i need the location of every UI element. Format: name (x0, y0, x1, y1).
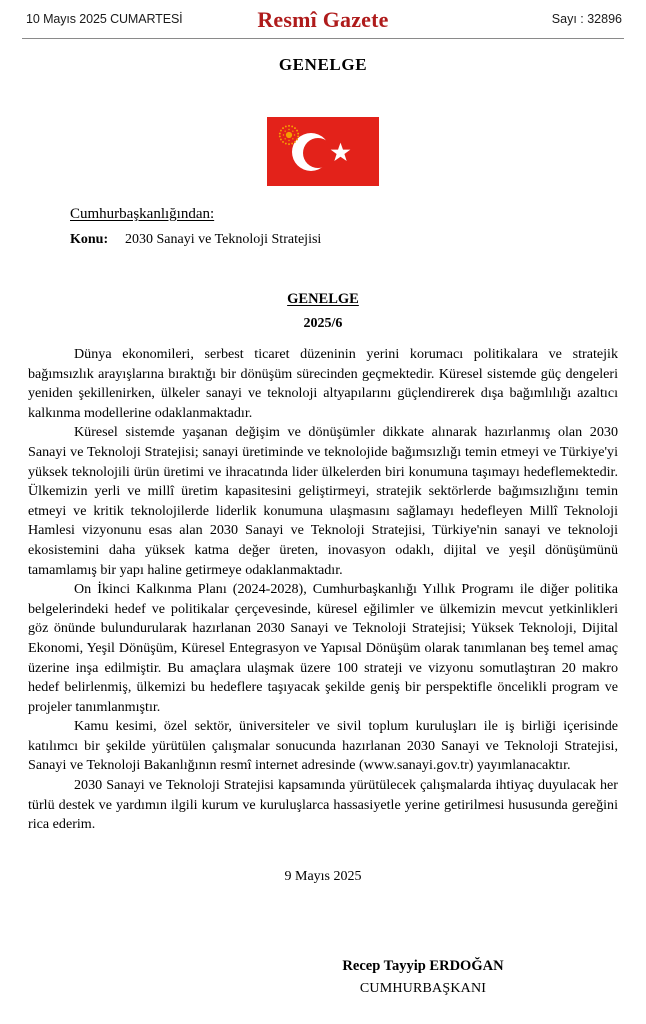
body-paragraph: Kamu kesimi, özel sektör, üniversiteler ve sivil toplum kuruluşları ile iş birliği içerisinde katılımcı bir şekilde yürütülen çalışmalar sonucunda hazırlanan 2030 Sanayi ve Teknoloji Stratejisi, Sanayi ve Teknoloji Bakanlığının resmî internet adresinde (www.sanayi.gov.tr) yayımlanacaktır. (28, 718, 618, 774)
signatory-name: Recep Tayyip ERDOĞAN (342, 958, 504, 974)
masthead-divider (22, 38, 624, 39)
body-paragraph: On İkinci Kalkınma Planı (2024-2028), Cumhurbaşkanlığı Yıllık Programı ile diğer politika belgelerindeki hedef ve politikalar çerçevesinde, küresel eğilimler ve ülkemizin mevcut yetkinlikleri göz önünde bulundurularak hazırlanan 2030 Sanayi ve Teknoloji Stratejisi; Yüksek Teknoloji, Dijital Ekonomi, Yeşil Dönüşüm, Küresel Entegrasyon ve Yapısal Dönüşüm olarak tanımlanan beş temel amaç üzerine inşa edilmiştir. Bu amaçlara ulaşmak üzere 100 strateji ve vizyonu somutlaştıran 20 makro hedef belirlenmiş, ülkemizi bu hedeflere taşıyacak şekilde geniş bir perspektifle öncelikli program ve projeler tanımlanmıştır. (28, 581, 618, 715)
gazette-issue-number: Sayı : 32896 (551, 12, 622, 26)
masthead (0, 0, 646, 40)
document-body (28, 345, 618, 835)
body-paragraph: Küresel sistemde yaşanan değişim ve dönüşümler dikkate alınarak hazırlanmış olan 2030 Sanayi ve Teknoloji Stratejisi; sanayi üretiminde ve teknolojide bağımsızlığı temin etmeyi ve Türkiye'yi yüksek teknolojili ürün üretimi ve ihracatında lider ülkelerden biri konumuna taşımayı hedeflemektedir. Ülkemizin yerli ve millî üretim kapasitesini geliştirmeyi, stratejik sektörlerde bağımsızlığını temin etmeyi ve kritik teknolojilerde liderlik konumuna ulaşmasını sağlamayı hedefleyen Millî Teknoloji Hamlesi vizyonunu esas alan 2030 Sanayi ve Teknoloji Stratejisi, Türkiye'nin sanayi ve teknoloji ekosistemini daha yüksek katma değer üreten, inovasyon odaklı, dijital ve yeşil dönüşümünü tamamlamış bir yapı haline getirmeye odaklanmaktadır. (28, 424, 618, 578)
body-paragraph: Dünya ekonomileri, serbest ticaret düzeninin yerini korumacı politikalara ve stratejik bağımsızlık arayışlarına bıraktığı bir dönüşüm sürecinden geçmektedir. Küresel sistemde güç dengeleri yeniden şekillenirken, ülkeler sanayi ve teknoloji altyapılarını güçlendirerek dışa bağımlılığı azaltıcı kalkınma modellerine odaklanmaktadır. (28, 346, 618, 421)
body-paragraph: 2030 Sanayi ve Teknoloji Stratejisi kapsamında yürütülecek çalışmalarda ihtiyaç duyulacak her türlü destek ve yardımın ilgili kurum ve kuruluşlarca hassasiyetle yerine getirilmesi hususunda gereğini rica ederim. (28, 777, 618, 833)
circular-heading-text: GENELGE (287, 291, 359, 307)
circular-number: 2025/6 (303, 316, 343, 331)
signatory-title: CUMHURBAŞKANI (359, 981, 487, 996)
subject-value: 2030 Sanayi ve Teknoloji Stratejisi (125, 232, 322, 247)
subject-row (70, 232, 321, 248)
document-type-heading: GENELGE (278, 55, 368, 74)
turkish-flag-icon (267, 117, 379, 186)
gazette-title: Resmî Gazete (257, 7, 389, 32)
star-icon (330, 142, 351, 163)
gazette-date: 10 Mayıs 2025 CUMARTESİ (26, 12, 183, 26)
subject-label: Konu: (70, 232, 109, 247)
signature-date: 9 Mayıs 2025 (284, 869, 362, 884)
flag-field (267, 117, 379, 186)
circular-heading (0, 291, 646, 308)
sun-emblem-icon (277, 123, 301, 147)
crescent-inner (303, 138, 333, 168)
issuing-authority: Cumhurbaşkanlığından: (70, 206, 215, 222)
